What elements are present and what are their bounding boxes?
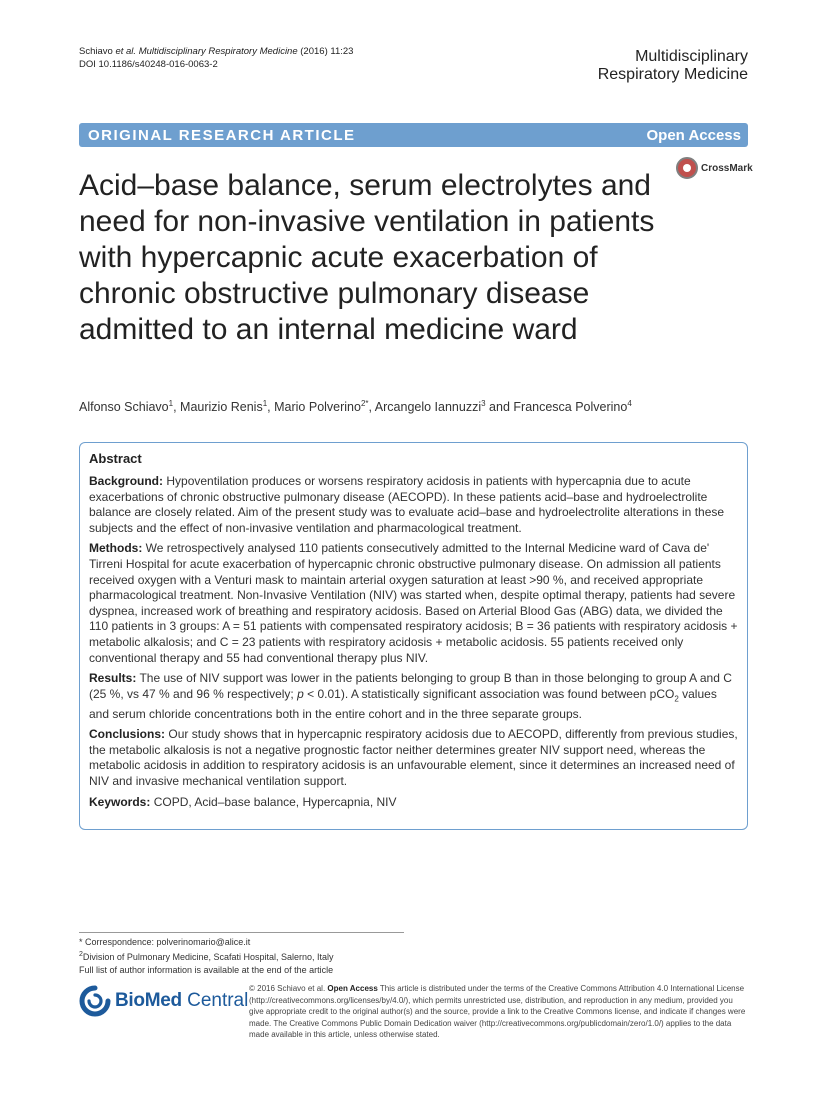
citation-ref: (2016) 11:23: [300, 46, 354, 57]
abstract-background: Background: Hypoventilation produces or worsens respiratory acidosis in patients with hypercapnia due to acute exacerbations of chronic obstructive pulmonary disease (AECOPD). In these patients acid–base and hydroelectrolite balance are closely related. Aim of the present study was to evaluate acid–base and hydroelectrolite alterations in these subjects and the effect of non-invasive ventilation and pharmacological treatment.: [89, 474, 725, 535]
author[interactable]: Alfonso Schiavo$^1$: [79, 399, 174, 415]
affiliation-note: $^2$Division of Pulmonary Medicine, Scafati Hospital, Salerno, Italy: [79, 950, 334, 962]
biomed-central-logo[interactable]: [79, 985, 248, 1017]
citation-header: [79, 45, 353, 71]
author-info-note: Full list of author information is available at the end of the article: [79, 964, 334, 975]
abstract-results: Results: The use of NIV support was lower in the patients belonging to group B than in those belonging to group A and C (25 %, vs 47 % and 96 % respectively; p < 0.01). A statistically significant association was found between pCO$_2$ values and serum chloride concentrations both in the entire cohort and in the three separate groups.: [89, 671, 732, 721]
doi[interactable]: DOI 10.1186/s40248-016-0063-2: [79, 59, 218, 70]
abstract-heading: Abstract: [89, 451, 142, 466]
logo-text-regular: Central: [181, 990, 249, 1011]
journal-line-1: Multidisciplinary: [635, 48, 748, 65]
abstract-keywords: Keywords: COPD, Acid–base balance, Hypercapnia, NIV: [89, 794, 397, 809]
footnote-divider: [79, 932, 404, 933]
abstract-methods: Methods: We retrospectively analysed 110 patients consecutively admitted to the Internal Medicine ward of Cava de' Tirreni Hospital for acute exacerbation of hypercapnic chronic obstructive pulmonary disease. On admission all patients received oxygen with a Venturi mask to maintain arterial oxygen saturation at least >90 %, and received appropriate pharmacological treatment. Non-Invasive Ventilation (NIV) was started when, despite optimal therapy, patients had severe dyspnea, increased work of breathing and respiratory acidosis. Based on Arterial Blood Gas (ABG) data, we divided the 110 patients in 3 groups: A = 51 patients with compensated respiratory acidosis; B = 36 patients with respiratory acidosis + metabolic alkalosis; and C = 23 patients with respiratory acidosis + metabolic acidosis. 55 patients received only conventional therapy and 55 had conventional therapy plus NIV.: [89, 541, 738, 665]
article-title: Acid–base balance, serum electrolytes and need for non-invasive ventilation in patients with hypercapnic acute exacerbation of chronic obstructive pulmonary disease admitted to an internal medicine ward: [79, 169, 655, 346]
journal-line-2: Respiratory Medicine: [597, 66, 748, 83]
crossmark-icon: [676, 157, 698, 179]
open-access-label: Open Access: [646, 126, 741, 144]
citation-authors: Schiavo: [79, 46, 113, 57]
biomed-central-icon: [79, 985, 111, 1017]
article-type-banner: [79, 123, 748, 147]
abstract-box: [79, 442, 748, 830]
citation-line: [79, 45, 353, 58]
author[interactable]: Mario Polverino$^{2*}$: [274, 399, 369, 415]
citation-etal: et al.: [115, 46, 137, 57]
author[interactable]: Francesca Polverino$^4$: [513, 399, 632, 415]
logo-text-bold: BioMed: [115, 990, 182, 1011]
footnotes: [79, 936, 334, 976]
abstract-conclusions: Conclusions: Our study shows that in hypercapnic respiratory acidosis due to AECOPD, differently from previous studies, the metabolic alkalosis is not a negative prognostic factor neither determines greater NIV support need, whereas the metabolic acidosis in addition to respiratory acidosis is an unfavourable element, since it determines an increased need of NIV and invasive mechanical ventilation support.: [89, 727, 738, 789]
article-type: ORIGINAL RESEARCH ARTICLE: [88, 126, 356, 144]
citation-journal: Multidisciplinary Respiratory Medicine: [138, 46, 298, 57]
license-statement: © 2016 Schiavo et al. Open Access This article is distributed under the terms of the Creative Commons Attribution 4.0 International License (http://creativecommons.org/licenses/by/4.0/), which permits unrestricted use, distribution, and reproduction in any medium, provided you give appropriate credit to the original author(s) and the source, provide a link to the Creative Commons license, and indicate if changes were made. The Creative Commons Public Domain Dedication waiver (http://creativecommons.org/publicdomain/zero/1.0/) applies to the data made available in this article, unless otherwise stated.: [249, 984, 746, 1039]
correspondence[interactable]: * Correspondence: polverinomario@alice.it: [79, 937, 251, 947]
journal-name: [598, 48, 748, 84]
author[interactable]: Arcangelo Iannuzzi$^3$: [374, 399, 486, 415]
author[interactable]: Maurizio Renis$^1$: [180, 399, 268, 415]
author-list: Alfonso Schiavo$^1$, Maurizio Renis$^1$, Mario Polverino$^{2*}$, Arcangelo Iannuzzi$^3$ and Francesca Polverino$^4$: [79, 399, 632, 415]
crossmark-label: CrossMark: [701, 162, 753, 174]
crossmark-badge[interactable]: [676, 157, 753, 179]
